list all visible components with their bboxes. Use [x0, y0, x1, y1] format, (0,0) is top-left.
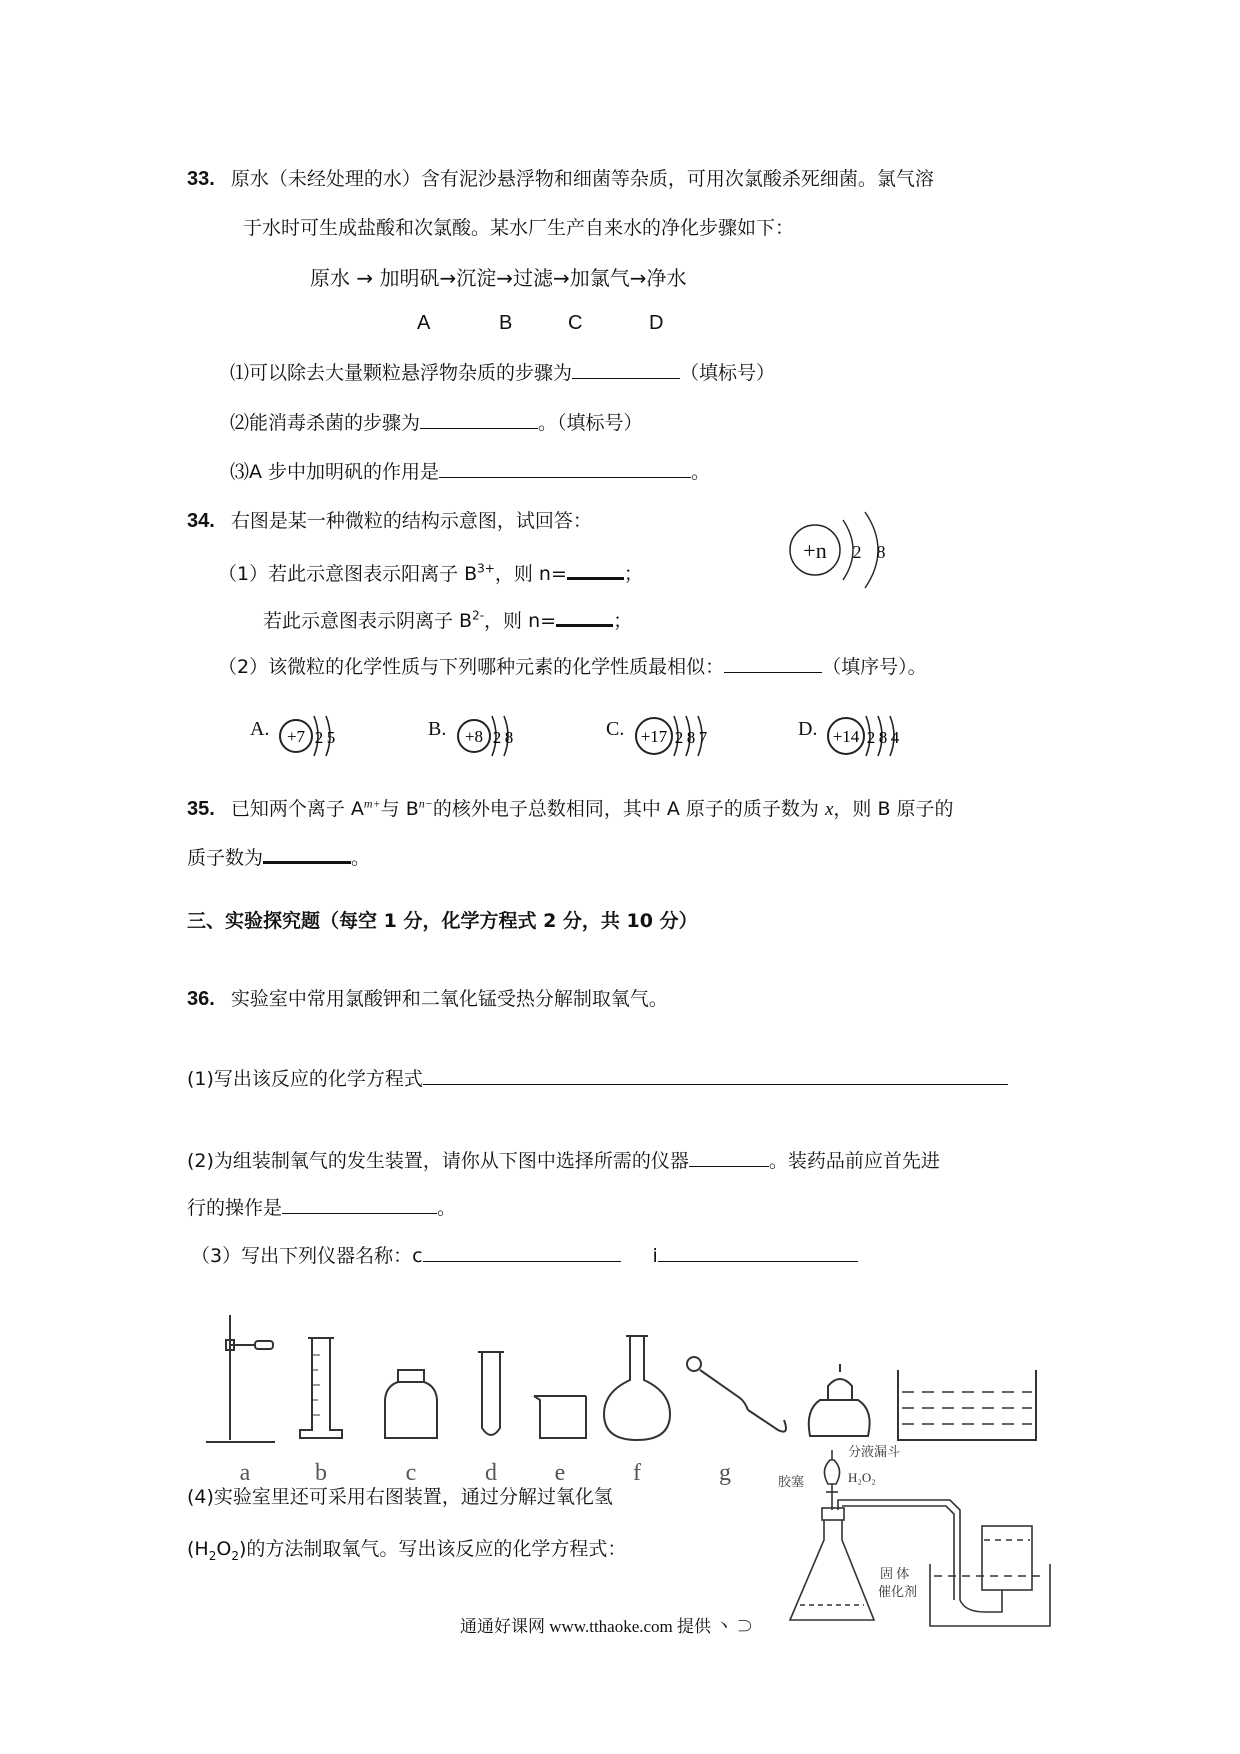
apparatus-label-g: g	[719, 1460, 731, 1486]
q36-s2	[187, 1146, 940, 1173]
option-a-atom	[276, 708, 356, 764]
apparatus-label-a: a	[239, 1460, 251, 1486]
q33-text-1: 原水（未经处理的水）含有泥沙悬浮物和细菌等杂质，可用次氯酸杀死细菌。氯气溶	[230, 168, 934, 190]
q34-p2-text: 若此示意图表示阴离子 B	[263, 609, 473, 632]
q36-s2-text: (2)为组装制氧气的发生装置，请你从下图中选择所需的仪器	[187, 1150, 689, 1172]
q36-intro-text: 实验室中常用氯酸钾和二氧化锰受热分解制取氧气。	[230, 988, 668, 1010]
shell-count: 2	[674, 728, 684, 747]
q36-s1-text: (1)写出该反应的化学方程式	[187, 1068, 423, 1090]
shell-count: 7	[698, 728, 708, 747]
answer-blank[interactable]	[658, 1241, 858, 1262]
water-trough-icon	[898, 1370, 1036, 1440]
q33-number: 33.	[187, 168, 215, 190]
wide-mouth-bottle-icon	[385, 1370, 437, 1438]
q36-s4-text-b: O	[216, 1538, 232, 1560]
q35-variable: x	[824, 799, 834, 820]
graduated-cylinder-icon	[300, 1338, 342, 1438]
q34-p2-eq: ，则 n=	[484, 609, 557, 632]
shell-count: 5	[326, 728, 336, 747]
footer-tail: 丶 ⊃	[715, 1617, 754, 1636]
q34-p2-end: ；	[613, 609, 633, 632]
q36-s3	[191, 1241, 858, 1268]
q36-s2-text-2: 。装药品前应首先进	[768, 1150, 940, 1172]
answer-blank[interactable]	[420, 408, 538, 429]
q36-number: 36.	[187, 988, 215, 1010]
q33-sub3-text: ⑶A 步中加明矾的作用是	[230, 461, 440, 483]
shell-count: 2	[492, 728, 502, 747]
step-d: D	[649, 312, 664, 334]
shell-count: 8	[878, 728, 888, 747]
q36-s2-line2	[187, 1193, 456, 1220]
atom-structure-diagram	[785, 508, 905, 598]
label-funnel: 分液漏斗	[848, 1444, 901, 1459]
shell-count: 8	[686, 728, 696, 747]
option-d-label: D.	[798, 718, 818, 740]
answer-blank[interactable]	[423, 1064, 1008, 1085]
q36-s2-end: 。	[437, 1197, 457, 1219]
q34-p2	[263, 604, 632, 633]
q34-p1-eq: ，则 n=	[494, 562, 567, 585]
apparatus-label-e: e	[554, 1460, 566, 1486]
step-b: B	[499, 312, 513, 334]
step-c: C	[568, 312, 583, 334]
delivery-tube-icon	[838, 1500, 1002, 1612]
q33-line1	[187, 164, 934, 191]
shell-count-1: 2	[852, 542, 862, 562]
q33-sub1-text: ⑴可以除去大量颗粒悬浮物杂质的步骤为	[230, 362, 573, 384]
q33-step-letters	[417, 312, 663, 335]
shell-count: 8	[504, 728, 514, 747]
q33-line2: 于水时可生成盐酸和次氯酸。某水厂生产自来水的净化步骤如下：	[243, 217, 795, 239]
label-catalyst-1: 固 体	[880, 1566, 910, 1581]
q33-flow: 原水 → 加明矾→沉淀→过滤→加氯气→净水	[310, 266, 687, 290]
q35-number: 35.	[187, 798, 215, 820]
iron-stand-icon	[206, 1315, 275, 1442]
label-catalyst-2: 催化剂	[878, 1584, 918, 1599]
q36-s3-i: i	[652, 1245, 658, 1267]
q34-p1	[218, 557, 643, 586]
shell-count: 2	[314, 728, 324, 747]
q34-p2-charge: 2-	[472, 608, 485, 623]
q36-intro	[187, 984, 668, 1011]
answer-blank[interactable]	[689, 1146, 769, 1167]
q35-line2-text: 质子数为	[187, 846, 264, 869]
alcohol-lamp-icon	[809, 1364, 870, 1436]
conical-flask-icon	[790, 1508, 874, 1620]
footer-text: 通通好课网 www.tthaoke.com 提供	[460, 1617, 712, 1636]
answer-blank[interactable]	[263, 841, 351, 864]
oxygen-apparatus-figure	[770, 1440, 1060, 1640]
label-reagent: H₂O₂	[848, 1470, 876, 1485]
option-c-atom	[632, 708, 732, 764]
q33-sub1-hint: （填标号）	[680, 362, 776, 384]
flask-icon	[604, 1336, 670, 1440]
q35-line1	[187, 794, 954, 821]
q34-p1-charge: 3+	[477, 561, 495, 576]
q33-sub2-hint: 。（填标号）	[538, 412, 643, 434]
nucleus-charge: +14	[832, 727, 860, 746]
test-tube-icon	[478, 1352, 504, 1435]
q35-charge-a: m+	[363, 796, 381, 811]
answer-blank[interactable]	[572, 358, 680, 379]
q36-s4-sub-2: 2	[231, 1548, 239, 1563]
nucleus-charge: +8	[464, 727, 484, 746]
q36-s1	[187, 1064, 1008, 1091]
q35-text-1: 已知两个离子 A	[230, 798, 364, 820]
q33-sub3-end: 。	[691, 461, 711, 483]
q36-s4-text-a: (H	[187, 1538, 209, 1560]
apparatus-label-b: b	[315, 1460, 327, 1486]
q34-p1-text: （1）若此示意图表示阳离子 B	[218, 562, 478, 585]
q33-sub3	[230, 457, 710, 484]
q34-intro	[187, 506, 592, 533]
nucleus-charge: +n	[803, 538, 827, 563]
water-trough-icon	[930, 1526, 1050, 1626]
q36-s2-line2-text: 行的操作是	[187, 1197, 283, 1219]
option-b-label: B.	[428, 718, 447, 740]
option-b-atom	[454, 708, 534, 764]
answer-blank[interactable]	[567, 557, 624, 580]
shell-count-2: 8	[876, 542, 886, 562]
apparatus-label-f: f	[633, 1460, 641, 1486]
shell-count: 4	[890, 728, 900, 747]
q35-text-4: ，则 B 原子的	[833, 798, 954, 820]
q34-p3	[218, 652, 927, 679]
q33-sub2	[230, 408, 643, 435]
shell-count: 2	[866, 728, 876, 747]
answer-blank[interactable]	[423, 1241, 621, 1262]
q36-s4-line1: (4)实验室里还可采用右图装置，通过分解过氧化氢	[187, 1486, 613, 1508]
q33-sub2-text: ⑵能消毒杀菌的步骤为	[230, 412, 421, 434]
shell-arc-1	[843, 520, 853, 580]
q36-s4-text-c: )的方法制取氧气。写出该反应的化学方程式：	[238, 1538, 627, 1560]
q35-line2	[187, 841, 370, 870]
q36-s4-line2	[187, 1534, 626, 1561]
answer-blank[interactable]	[556, 604, 613, 627]
option-a-label: A.	[250, 718, 270, 740]
q35-text-2: 与 B	[380, 798, 419, 820]
answer-blank[interactable]	[724, 652, 822, 673]
dropper-icon	[687, 1357, 786, 1432]
nucleus-charge: +17	[640, 727, 668, 746]
q35-text-3: 的核外电子总数相同，其中 A 原子的质子数为	[432, 798, 825, 820]
nucleus-charge: +7	[286, 727, 306, 746]
q33-sub1	[230, 358, 775, 385]
q34-number: 34.	[187, 510, 215, 532]
q36-s3-text: （3）写出下列仪器名称：c	[191, 1245, 423, 1267]
q35-charge-b: n−	[418, 796, 433, 811]
beaker-icon	[534, 1396, 586, 1438]
apparatus-label-d: d	[485, 1460, 497, 1486]
option-c-label: C.	[606, 718, 625, 740]
step-a: A	[417, 312, 431, 334]
answer-blank[interactable]	[439, 457, 691, 478]
q34-p3-hint: （填序号）。	[822, 656, 927, 678]
option-d-atom	[824, 708, 924, 764]
label-stopper: 胶塞	[778, 1474, 805, 1489]
answer-blank[interactable]	[282, 1193, 437, 1214]
apparatus-label-c: c	[405, 1460, 417, 1486]
q36-s4-sub-1: 2	[208, 1548, 217, 1563]
section-3-title: 三、实验探究题（每空 1 分，化学方程式 2 分，共 10 分）	[187, 910, 698, 932]
q35-end: 。	[351, 846, 371, 869]
q34-p3-text: （2）该微粒的化学性质与下列哪种元素的化学性质最相似：	[218, 656, 725, 678]
q34-intro-text: 右图是某一种微粒的结构示意图，试回答：	[230, 510, 592, 532]
q34-p1-end: ；	[623, 562, 643, 585]
page-footer	[460, 1612, 753, 1637]
